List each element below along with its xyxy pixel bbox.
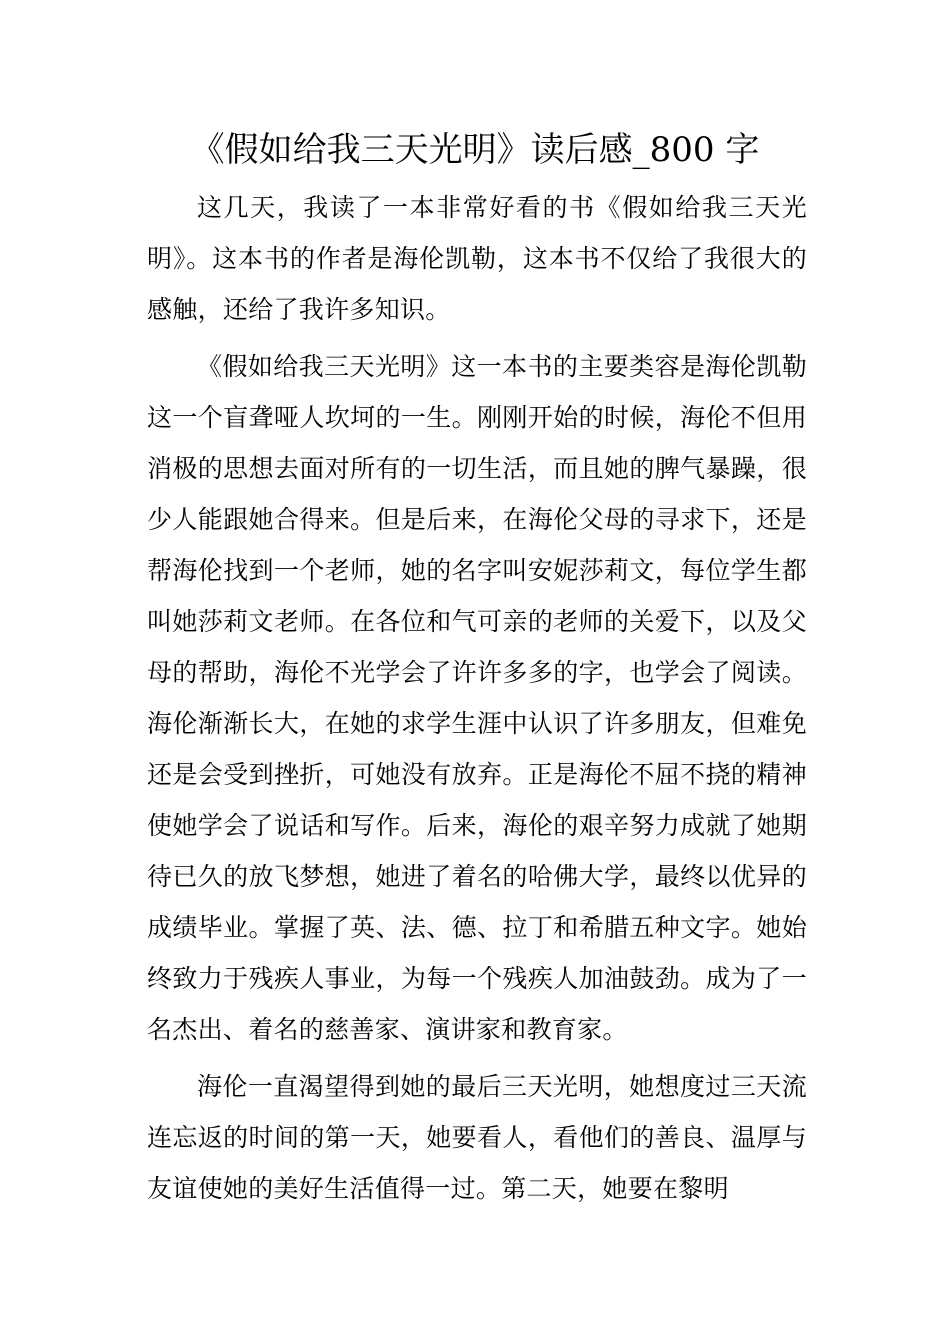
paragraph-2: 《假如给我三天光明》这一本书的主要类容是海伦凯勒这一个盲聋哑人坎坷的一生。刚刚开始的时候，海伦不但用消极的思想去面对所有的一切生活，而且她的脾气暴躁，很少人能跟她合得来。但是后来，在海伦父母的寻求下，还是帮海伦找到一个老师，她的名字叫安妮莎莉文，每位学生都叫她莎莉文老师。在各位和气可亲的老师的关爱下，以及父母的帮助，海伦不光学会了许许多多的字，也学会了阅读。海伦渐渐长大，在她的求学生涯中认识了许多朋友，但难免还是会受到挫折，可她没有放弃。正是海伦不屈不挠的精神使她学会了说话和写作。后来，海伦的艰辛努力成就了她期待已久的放飞梦想，她进了着名的哈佛大学，最终以优异的成绩毕业。掌握了英、法、德、拉丁和希腊五种文字。她始终致力于残疾人事业，为每一个残疾人加油鼓劲。成为了一名杰出、着名的慈善家、演讲家和教育家。	[147, 352, 807, 1044]
paragraph-1: 这几天，我读了一本非常好看的书《假如给我三天光明》。这本书的作者是海伦凯勒，这本书不仅给了我很大的感触，还给了我许多知识。	[147, 193, 807, 324]
document-body	[147, 182, 807, 1214]
paragraph-3: 海伦一直渴望得到她的最后三天光明，她想度过三天流连忘返的时间的第一天，她要看人，看他们的善良、温厚与友谊使她的美好生活值得一过。第二天，她要在黎明	[147, 1072, 807, 1203]
document-title: 《假如给我三天光明》读后感_800 字	[190, 130, 760, 170]
